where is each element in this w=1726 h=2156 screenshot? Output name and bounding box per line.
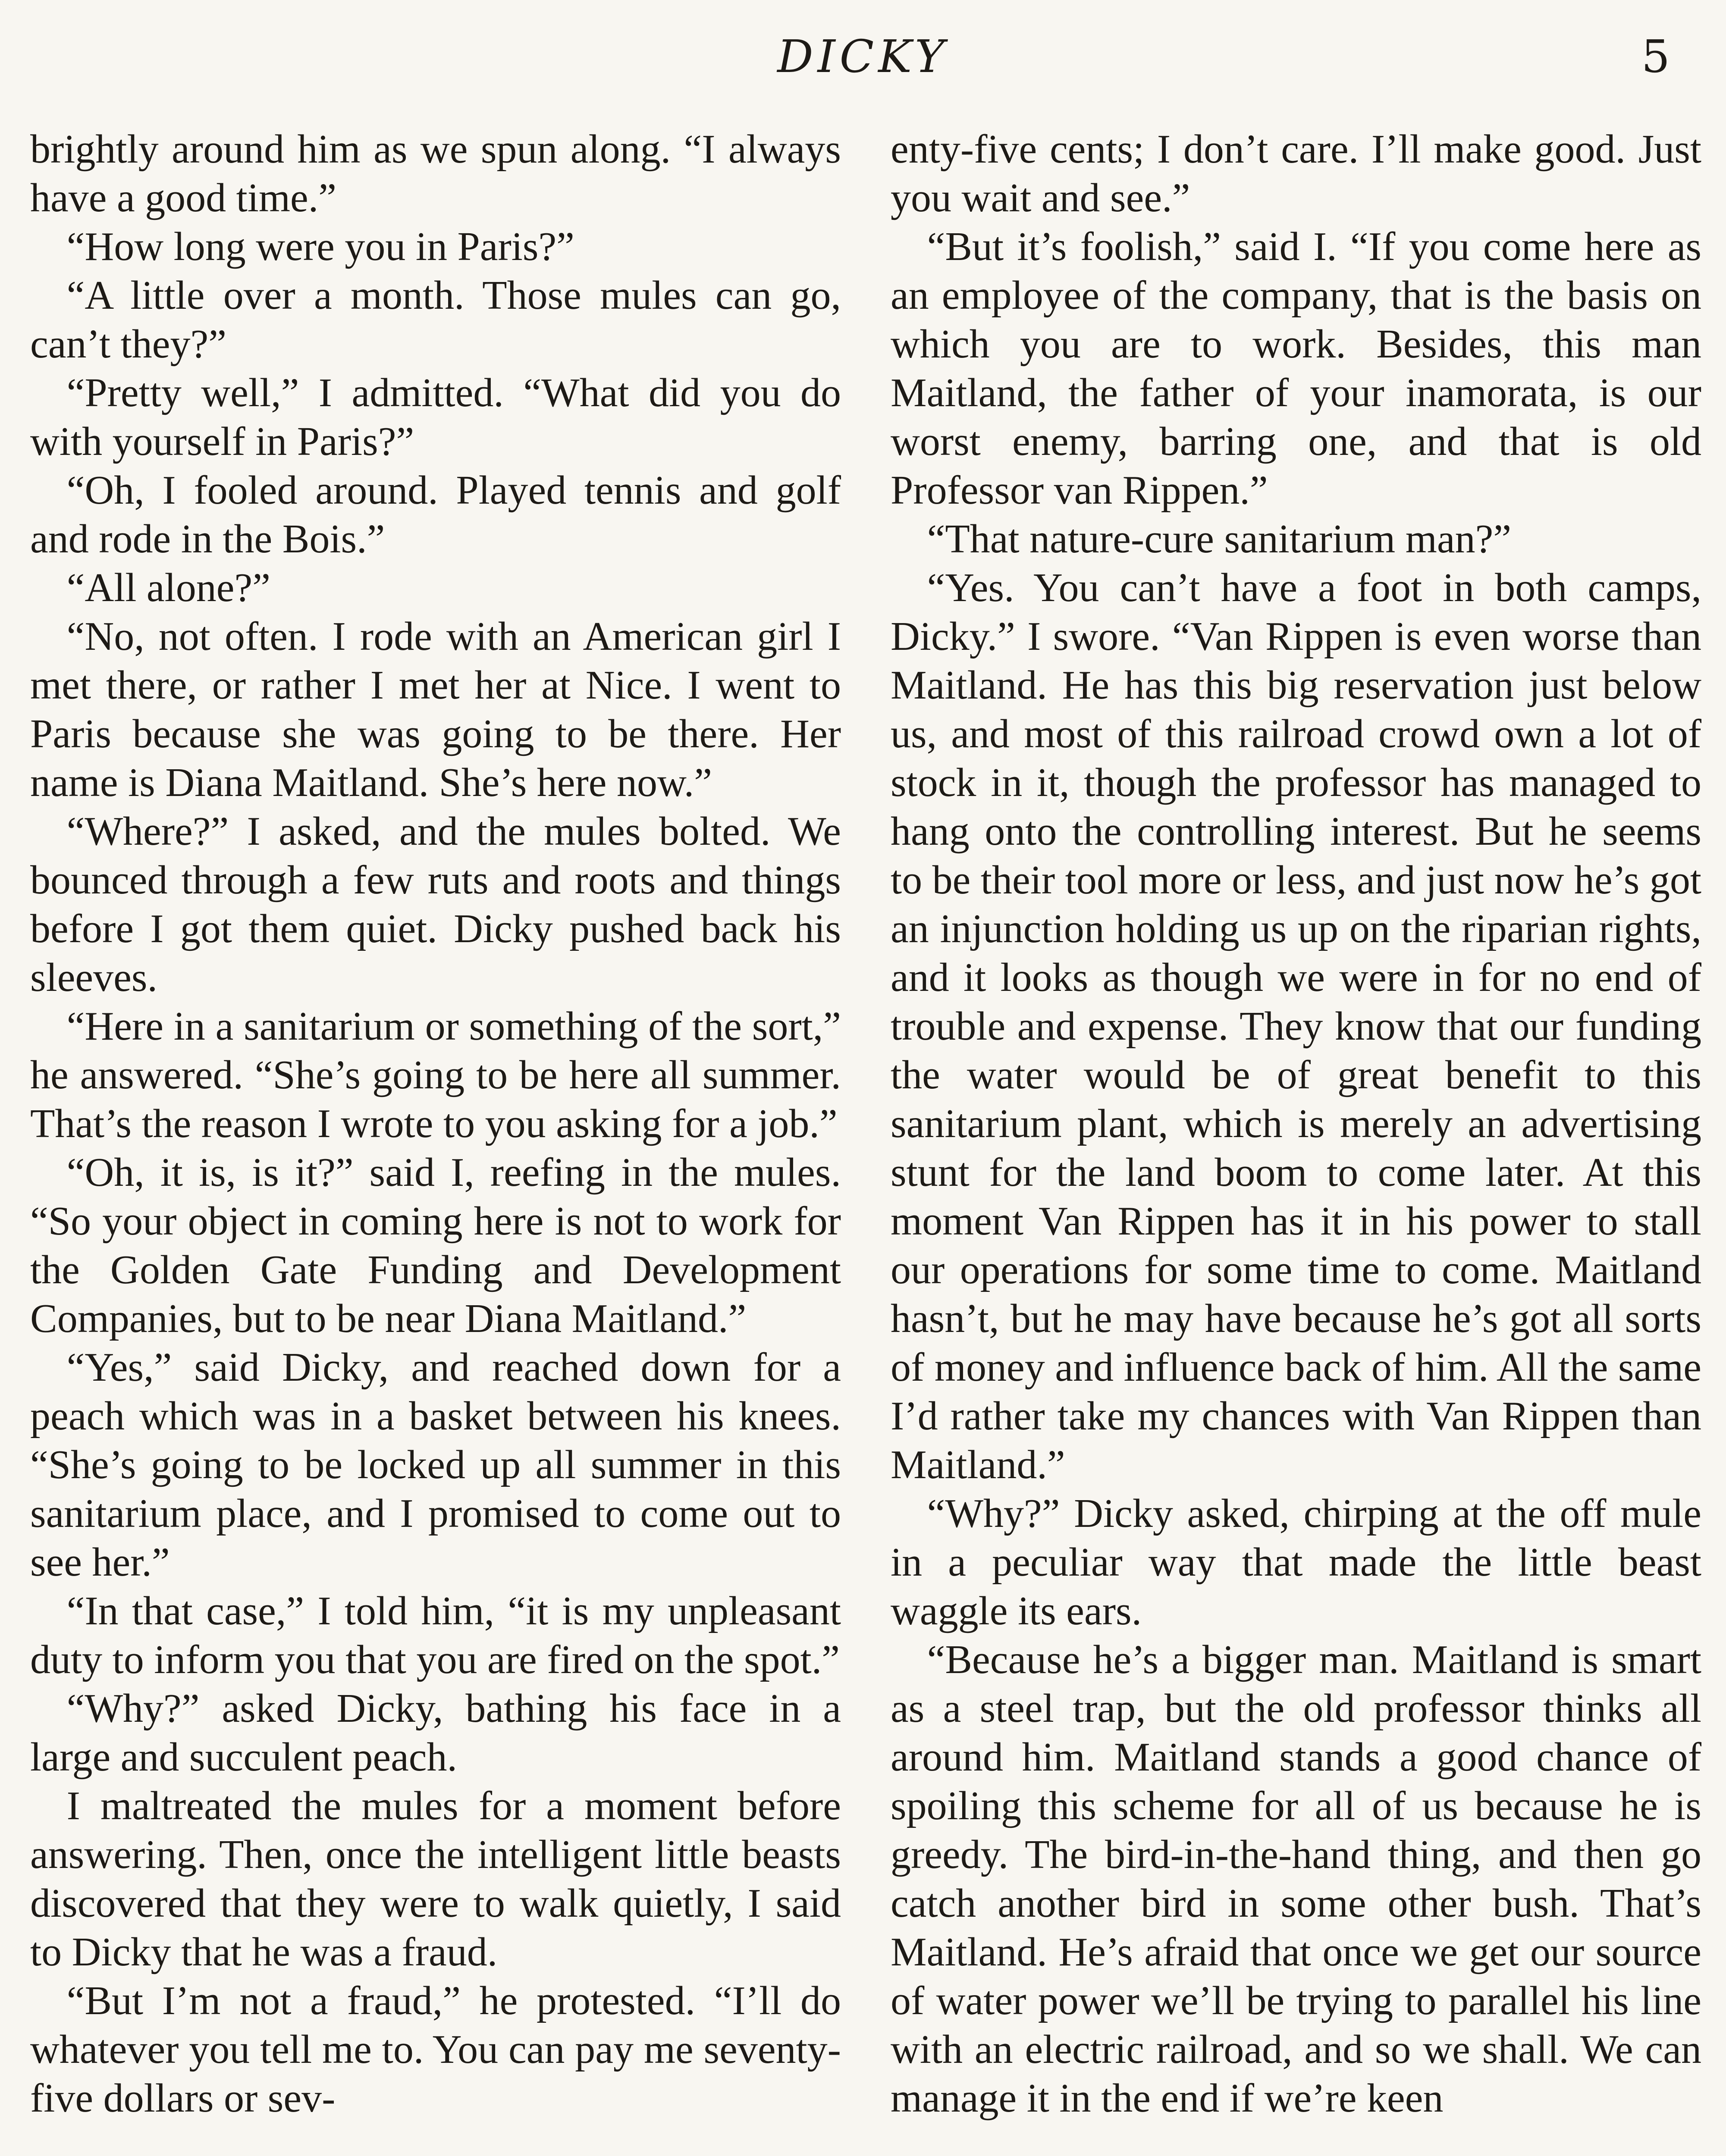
paragraph: “Why?” asked Dicky, bathing his face in a large and succulent peach. xyxy=(30,1686,841,1780)
paragraph: “Oh, I fooled around. Played tennis and golf and rode in the Bois.” xyxy=(30,468,841,561)
paragraph: “Oh, it is, is it?” said I, reefing in the mules. “So your object in coming here is not to work for the Golden Gate Funding and Development Companies, but to be near Diana Maitland.” xyxy=(30,1150,841,1341)
text-column-right xyxy=(891,125,1701,2156)
paragraph: “How long were you in Paris?” xyxy=(66,224,574,269)
page-number: 5 xyxy=(1641,30,1670,83)
paragraph: “Pretty well,” I admitted. “What did you do with yourself in Paris?” xyxy=(30,370,841,464)
paragraph: “Why?” Dicky asked, chirping at the off mule in a peculiar way that made the little beast waggle its ears. xyxy=(891,1491,1701,1633)
paragraph: “A little over a month. Those mules can go, can’t they?” xyxy=(30,273,841,367)
text-column-left xyxy=(30,125,841,2156)
paragraph: “No, not often. I rode with an American girl I met there, or rather I met her at Nice. I went to Paris because she was going to be there. Her name is Diana Maitland. She’s here now.” xyxy=(30,614,841,805)
paragraph: “That nature-cure sanitarium man?” xyxy=(927,517,1512,561)
paragraph: “In that case,” I told him, “it is my unpleasant duty to inform you that you are fired on the spot.” xyxy=(30,1589,841,1682)
paragraph: enty-five cents; I don’t care. I’ll make good. Just you wait and see.” xyxy=(891,127,1701,220)
page-header xyxy=(0,30,1726,86)
paragraph: “Here in a sanitarium or something of the sort,” he answered. “She’s going to be here all summer. That’s the reason I wrote to you asking for a job.” xyxy=(30,1004,841,1146)
paragraph: “But it’s foolish,” said I. “If you come here as an employee of the company, that is the basis on which you are to work. Besides, this man Maitland, the father of your inamorata, is our worst enemy, barring one, and that is old Professor van Rippen.” xyxy=(891,224,1701,513)
paragraph: I maltreated the mules for a moment before answering. Then, once the intelligent little beasts discovered that they were to walk quietly, I said to Dicky that he was a fraud. xyxy=(30,1783,841,1974)
paragraph: “Yes. You can’t have a foot in both camps, Dicky.” I swore. “Van Rippen is even worse than Maitland. He has this big reservation just below us, and most of this railroad crowd own a lot of stock in it, though the professor has managed to hang onto the controlling interest. But he seems to be their tool more or less, and just now he’s got an injunction holding us up on the riparian rights, and it looks as though we were in for no end of trouble and expense. They know that our funding the water would be of great benefit to this sanitarium plant, which is merely an advertising stunt for the land boom to come later. At this moment Van Rippen has it in his power to stall our operations for some time to come. Maitland hasn’t, but he may have because he’s got all sorts of money and influence back of him. All the same I’d rather take my chances with Van Rippen than Maitland.” xyxy=(891,565,1701,1487)
paragraph: “But I’m not a fraud,” he protested. “I’ll do whatever you tell me to. You can pay me seventy-five dollars or sev- xyxy=(30,1978,841,2121)
paragraph: brightly around him as we spun along. “I always have a good time.” xyxy=(30,127,841,220)
running-title: DICKY xyxy=(777,30,949,83)
paragraph: “Because he’s a bigger man. Maitland is smart as a steel trap, but the old professor thinks all around him. Maitland stands a good chance of spoiling this scheme for all of us because he is greedy. The bird-in-the-hand thing, and then go catch another bird in some other bush. That’s Maitland. He’s afraid that once we get our source of water power we’ll be trying to parallel his line with an electric railroad, and so we shall. We can manage it in the end if we’re keen xyxy=(891,1637,1701,2121)
paragraph: “Yes,” said Dicky, and reached down for a peach which was in a basket between his knees. “She’s going to be locked up all summer in this sanitarium place, and I promised to come out to see her.” xyxy=(30,1345,841,1585)
paragraph: “Where?” I asked, and the mules bolted. We bounced through a few ruts and roots and things before I got them quiet. Dicky pushed back his sleeves. xyxy=(30,809,841,1000)
paragraph: “All alone?” xyxy=(66,565,270,610)
